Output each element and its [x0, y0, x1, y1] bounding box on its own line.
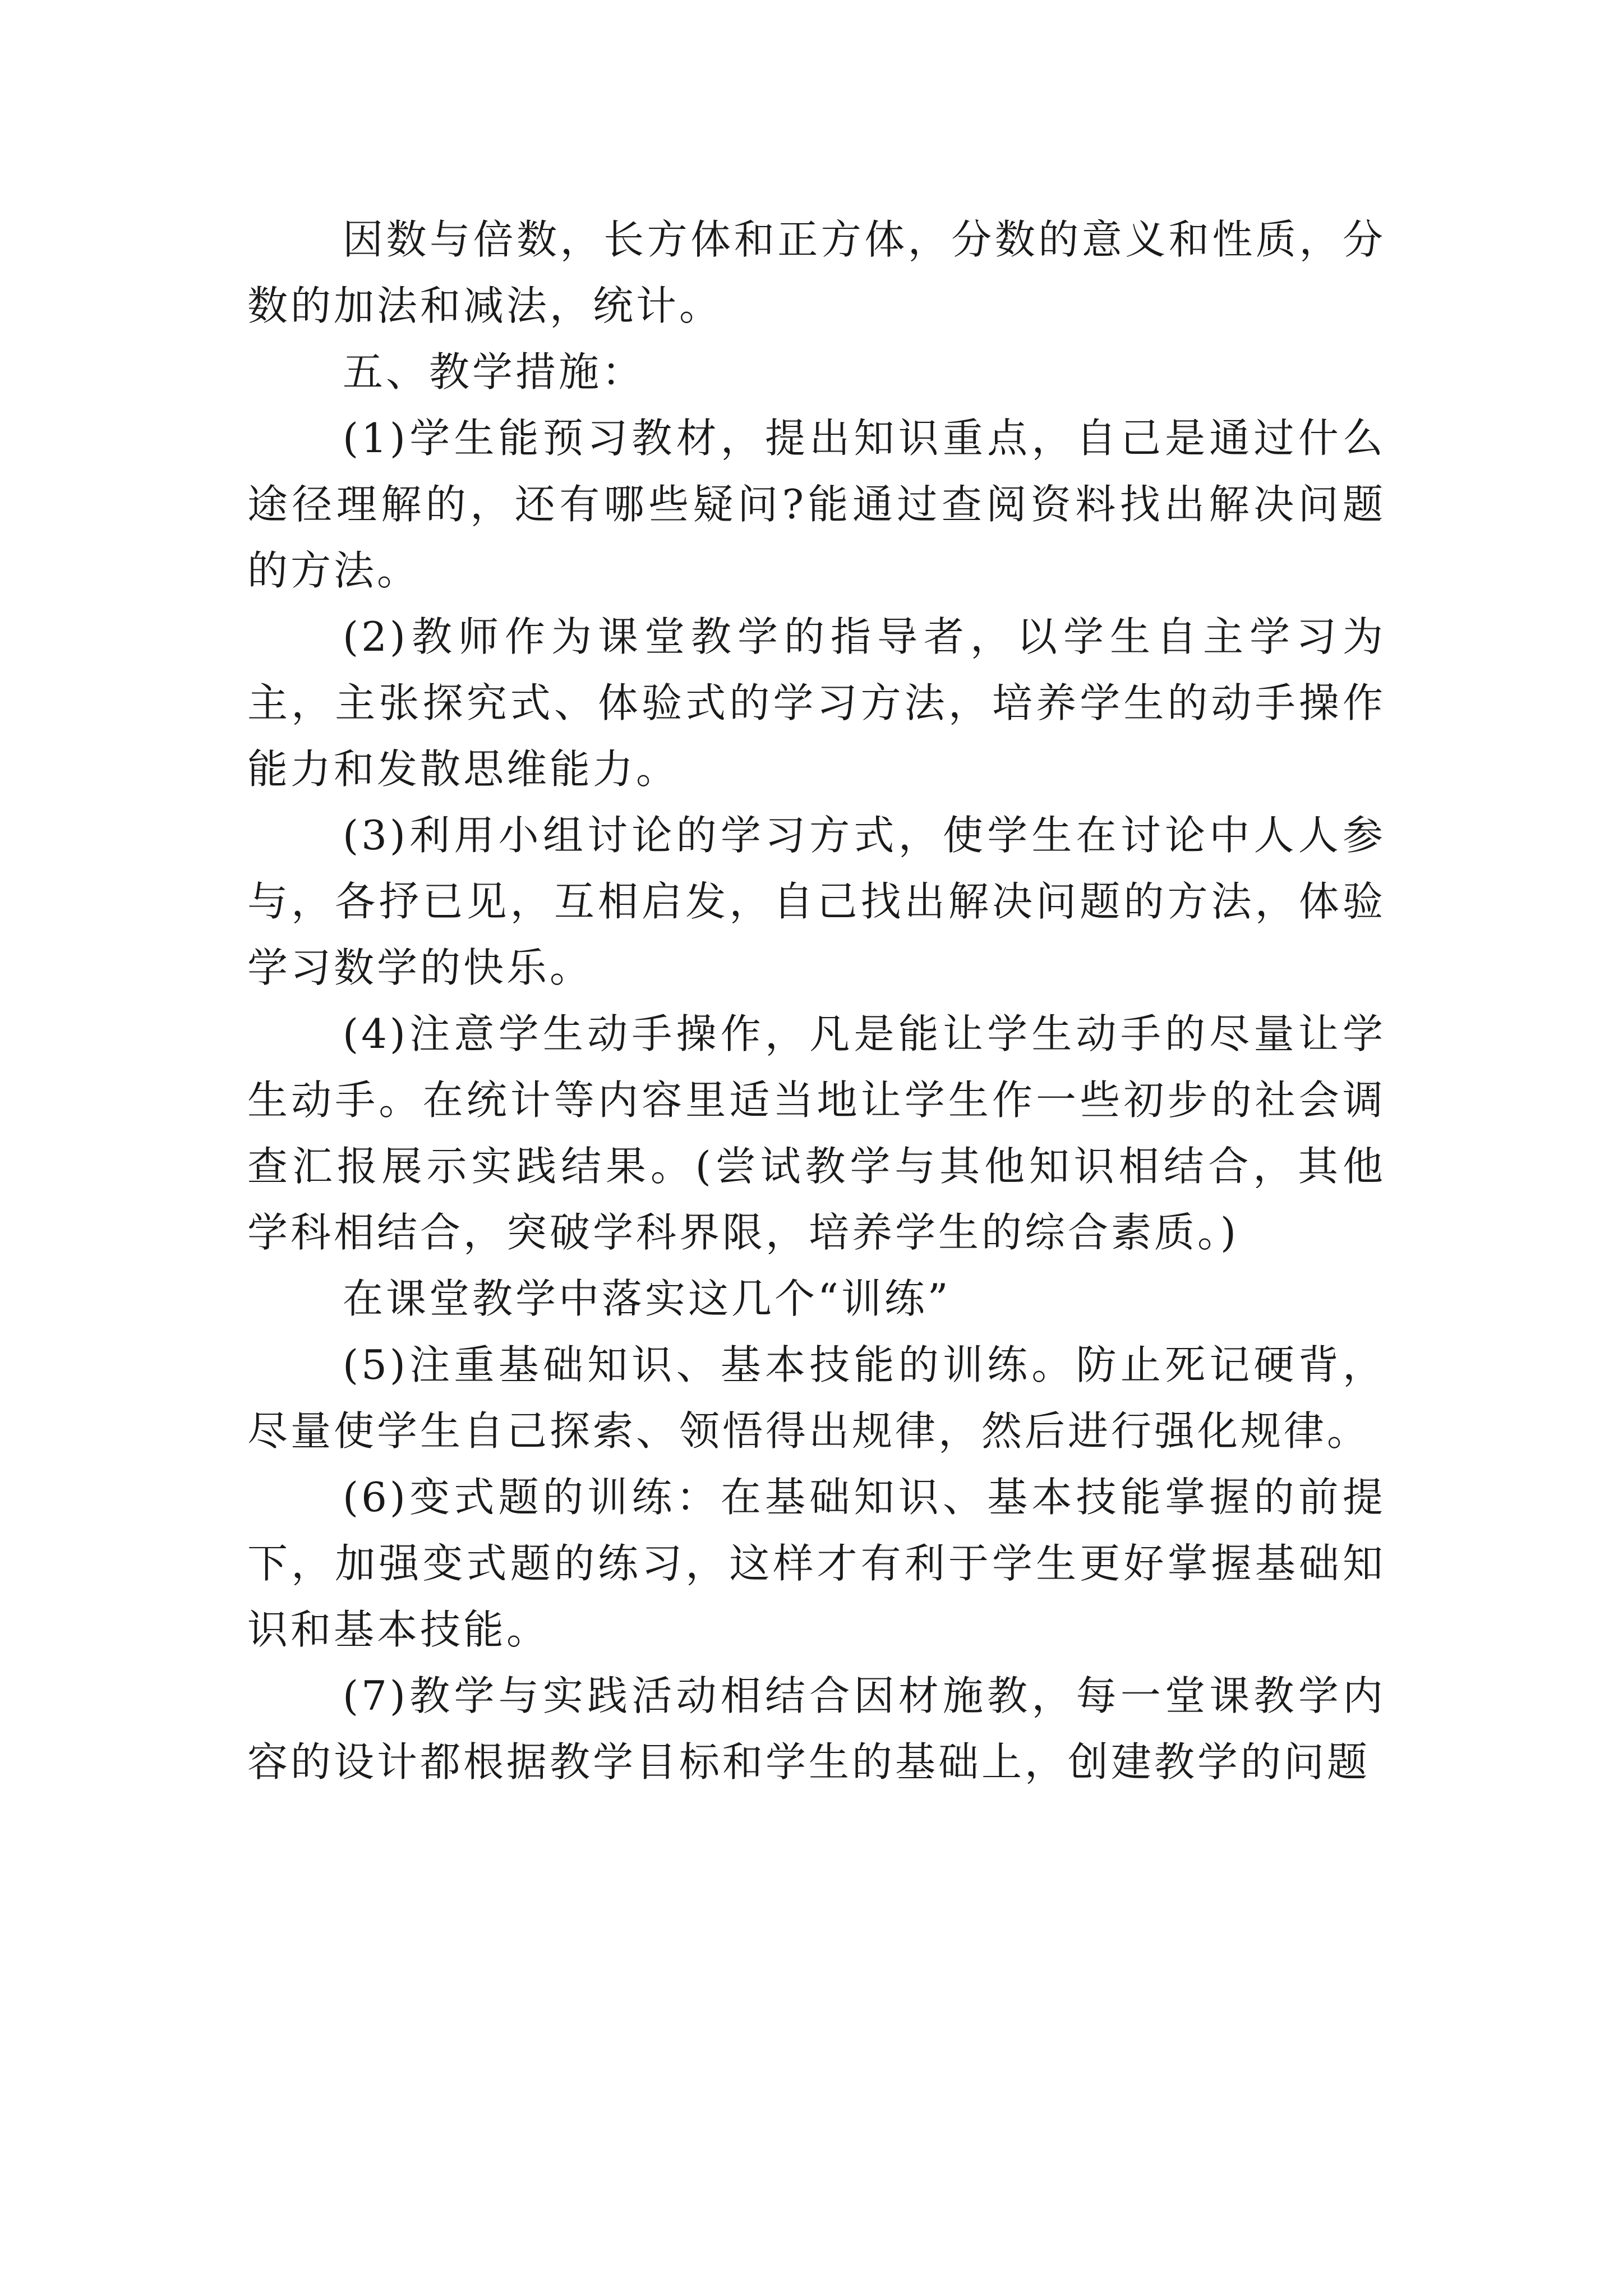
- paragraph-measure-4: (4)注意学生动手操作，凡是能让学生动手的尽量让学生动手。在统计等内容里适当地让学生作一些初步的社会调查汇报展示实践结果。(尝试教学与其他知识相结合，其他学科相结合，突破学科界限，培养学生的综合素质。): [247, 1010, 1386, 1256]
- paragraph-factors-multiples: 因数与倍数，长方体和正方体，分数的意义和性质，分数的加法和减法，统计。: [247, 216, 1386, 329]
- paragraph-measure-1: (1)学生能预习教材，提出知识重点，自己是通过什么途径理解的，还有哪些疑问?能通过查阅资料找出解决问题的方法。: [247, 415, 1386, 594]
- paragraph-measure-2: (2)教师作为课堂教学的指导者，以学生自主学习为主，主张探究式、体验式的学习方法，培养学生的动手操作能力和发散思维能力。: [247, 613, 1386, 793]
- heading-teaching-measures: 五、教学措施：: [343, 348, 645, 395]
- paragraph-measure-5: (5)注重基础知识、基本技能的训练。防止死记硬背，尽量使学生自己探索、领悟得出规律，然后进行强化规律。: [247, 1341, 1386, 1455]
- paragraph-training-intro: 在课堂教学中落实这几个“训练”: [343, 1275, 951, 1322]
- paragraph-measure-3: (3)利用小组讨论的学习方式，使学生在讨论中人人参与，各抒已见，互相启发，自己找出解决问题的方法，体验学习数学的快乐。: [247, 812, 1386, 991]
- paragraph-measure-6: (6)变式题的训练：在基础知识、基本技能掌握的前提下，加强变式题的练习，这样才有利于学生更好掌握基础知识和基本技能。: [247, 1474, 1386, 1653]
- document-body: [247, 206, 1386, 1795]
- paragraph-measure-7: (7)教学与实践活动相结合因材施教，每一堂课教学内容的设计都根据教学目标和学生的基础上，创建教学的问题: [247, 1672, 1386, 1786]
